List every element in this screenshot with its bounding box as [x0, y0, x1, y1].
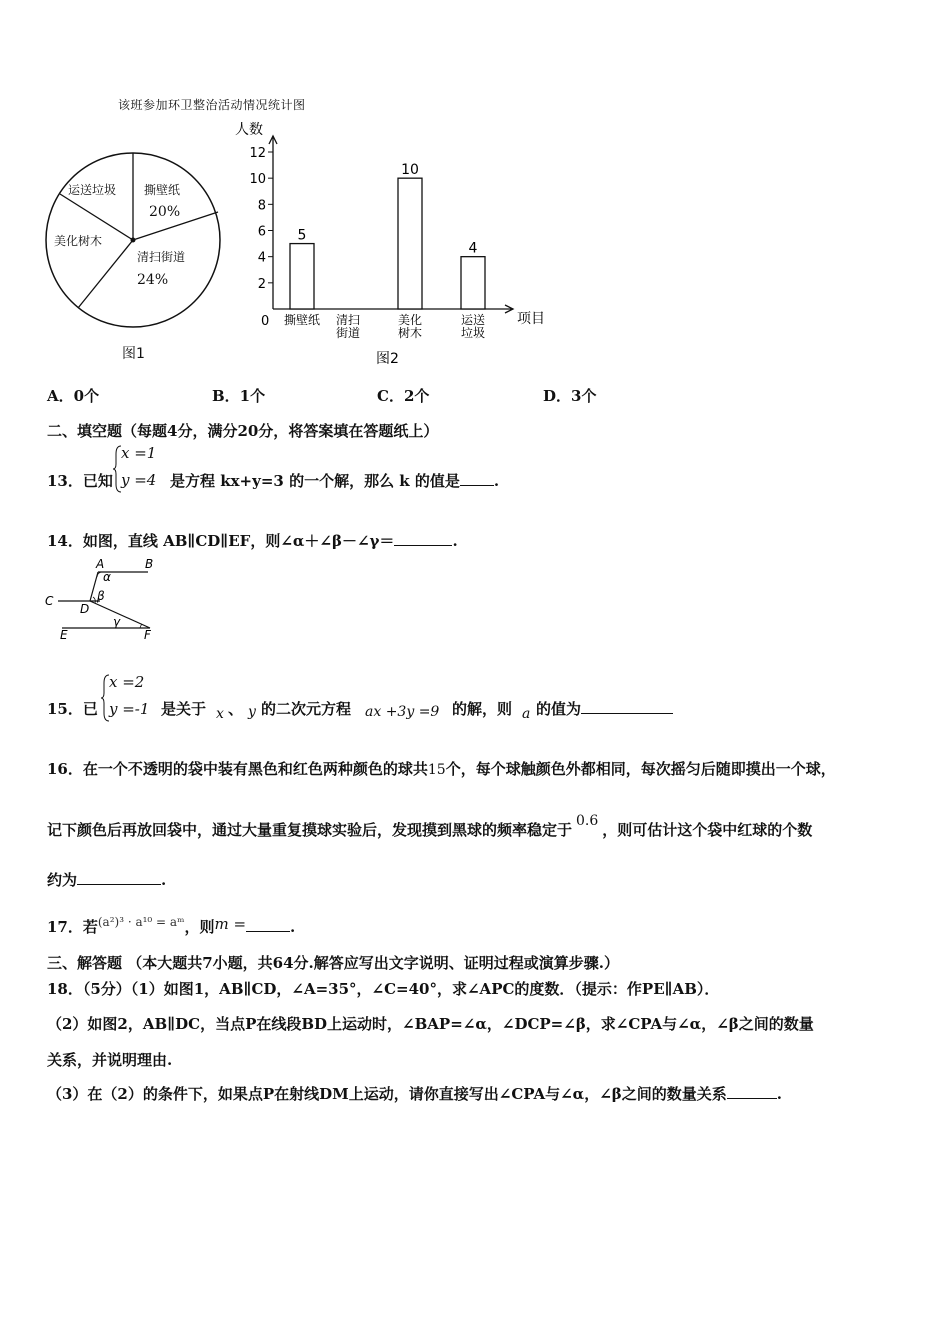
choice-a: A．0个: [47, 387, 100, 405]
x-tick-label: 运送: [460, 313, 486, 327]
q15-t3: [452, 698, 512, 719]
q16-line3-text: 约为: [47, 871, 78, 889]
x-tick-label: 垃圾: [460, 326, 486, 340]
bar-value-label: 10: [401, 162, 419, 179]
q18-answer-blank[interactable]: [727, 1084, 777, 1099]
pie-slice-label-meihua: 美化树木: [54, 234, 103, 248]
bar: [461, 257, 485, 309]
pie-divider: [78, 240, 133, 308]
x-tick-label: 清扫: [335, 313, 361, 327]
q15-eq2: y =-1: [109, 700, 150, 718]
q13-eq1: x =1: [121, 444, 157, 462]
label-b: B: [145, 558, 154, 571]
bar-chart: [228, 118, 548, 368]
pie-slice-percent-sibizhi: 20%: [149, 204, 181, 220]
q16-line1a: 16．在一个不透明的袋中装有黑色和红色两种颜色的球共: [47, 760, 428, 778]
q17-expression: (a²)³ · a¹⁰ = aᵐ: [97, 915, 185, 929]
q13-answer-blank[interactable]: [460, 471, 494, 486]
q17-number: 17．若: [47, 918, 98, 936]
x-tick-label: 美化: [397, 313, 423, 327]
y-tick-label: 12: [249, 146, 266, 161]
q15-number: 15．已: [47, 700, 98, 718]
q16-line1b: 个，每个球触颜色外都相同，每次摇匀后随即摸出一个球，: [445, 760, 836, 778]
bar-value-label: 4: [468, 240, 478, 257]
section-3-heading: 三、解答题 （本大题共7小题，共64分.解答应写出文字说明、证明过程或演算步骤.）: [47, 954, 619, 972]
pie-figure-label: 图1: [122, 346, 145, 362]
y-tick-label: 4: [257, 250, 266, 266]
q15-eq1: x =2: [109, 673, 145, 691]
q14-body: 14．如图，直线 AB∥CD∥EF，则∠α＋∠β－∠γ＝: [47, 532, 395, 550]
q13-body: 是方程 kx+y=3 的一个解，那么 k 的值是: [170, 472, 460, 490]
q16-line3: [47, 869, 166, 890]
x-axis-label: 项目: [517, 311, 545, 327]
q15-var-x: x: [216, 706, 224, 722]
q13-system: [113, 444, 173, 494]
q18-line3: 关系，并说明理由.: [47, 1051, 173, 1069]
pie-slice-percent-qingsao: 24%: [137, 272, 169, 288]
pie-center: [131, 238, 136, 243]
q15-var-y: y: [248, 704, 256, 720]
label-alpha: α: [103, 570, 111, 584]
q15-t4: [536, 698, 673, 719]
bar: [290, 244, 314, 309]
bar-value-label: 5: [297, 227, 307, 244]
q14-answer-blank[interactable]: [394, 531, 452, 546]
q15-sep: 、: [228, 700, 244, 718]
q15-equation: ax +3y =9: [365, 704, 440, 720]
x-tick-label: 撕壁纸: [283, 313, 321, 327]
q18-line4-end: .: [776, 1085, 782, 1103]
section-2-heading: 二、填空题（每题4分，满分20分，将答案填在答题纸上）: [47, 422, 439, 440]
q16-n15: 15: [427, 762, 446, 778]
x-tick-label: 街道: [335, 326, 361, 340]
x-tick-label: 树木: [397, 326, 423, 340]
q14-figure: [40, 558, 170, 643]
origin-label: 0: [261, 314, 270, 329]
q13-text: [170, 470, 499, 491]
y-axis-label: 人数: [235, 122, 263, 138]
pie-chart-title: 该班参加环卫整治活动情况统计图: [118, 98, 306, 112]
y-tick-label: 2: [257, 276, 266, 292]
q15-t1: 是关于: [161, 700, 207, 718]
q13-number: 13．已知: [47, 472, 113, 490]
q16-end: .: [161, 871, 167, 889]
q13-eq2: y =4: [121, 471, 157, 489]
label-d: D: [80, 602, 90, 616]
q13-end: .: [493, 472, 500, 490]
y-tick-label: 10: [249, 172, 266, 188]
bar: [398, 178, 422, 309]
q15-answer-blank[interactable]: [581, 699, 673, 714]
q17-then: ，则: [184, 918, 215, 936]
label-a: A: [96, 558, 105, 571]
q17-end: .: [290, 918, 296, 936]
label-e: E: [60, 628, 68, 642]
q14-text: [47, 530, 458, 551]
q15-t3-text: 的解，则: [452, 700, 513, 718]
label-c: C: [45, 594, 54, 608]
choice-d: D．3个: [543, 387, 597, 405]
q15-t2: 的二次元方程: [261, 700, 352, 718]
label-gamma: γ: [113, 615, 121, 629]
pie-slice-label-sibizhi: 撕壁纸: [144, 183, 181, 197]
q16-line2b: ，则可估计这个袋中红球的个数: [602, 821, 813, 839]
q16-line2a: 记下颜色后再放回袋中，通过大量重复摸球实验后，发现摸到黑球的频率稳定于: [47, 821, 573, 839]
q17-line: [47, 916, 295, 937]
label-f: F: [144, 628, 151, 642]
q16-line2: [47, 813, 813, 840]
q14-end: .: [452, 532, 458, 550]
pie-slice-label-qingsao: 清扫街道: [137, 250, 186, 264]
q17-answer-blank[interactable]: [246, 917, 290, 932]
choice-b: B．1个: [212, 387, 266, 405]
y-tick-label: 8: [257, 198, 266, 214]
q16-answer-blank[interactable]: [77, 870, 161, 885]
q16-line1: [47, 758, 836, 779]
choice-c: C．2个: [377, 387, 430, 405]
y-tick-label: 6: [257, 224, 266, 240]
bar-chart-caption: 图2: [376, 351, 399, 367]
q17-m: m =: [214, 915, 247, 933]
q15-var-a: a: [522, 706, 531, 722]
q18-line1: 18．（5分）（1）如图1，AB∥CD，∠A=35°，∠C=40°，求∠APC的度数．（提示：作PE∥AB）．: [47, 980, 720, 998]
label-beta: β: [97, 589, 105, 603]
q16-n06: 0.6: [576, 813, 599, 829]
q18-line2: （2）如图2，AB∥DC，当点P在线段BD上运动时，∠BAP=∠α，∠DCP=∠β，求∠CPA与∠α，∠β之间的数量: [47, 1015, 814, 1033]
pie-slice-label-yunsong: 运送垃圾: [68, 183, 117, 197]
q15-t4-text: 的值为: [536, 700, 582, 718]
q18-line4: [47, 1083, 782, 1104]
q18-line4-text: （3）在（2）的条件下，如果点P在射线DM上运动，请你直接写出∠CPA与∠α，∠β之间的数量关系: [47, 1085, 727, 1103]
